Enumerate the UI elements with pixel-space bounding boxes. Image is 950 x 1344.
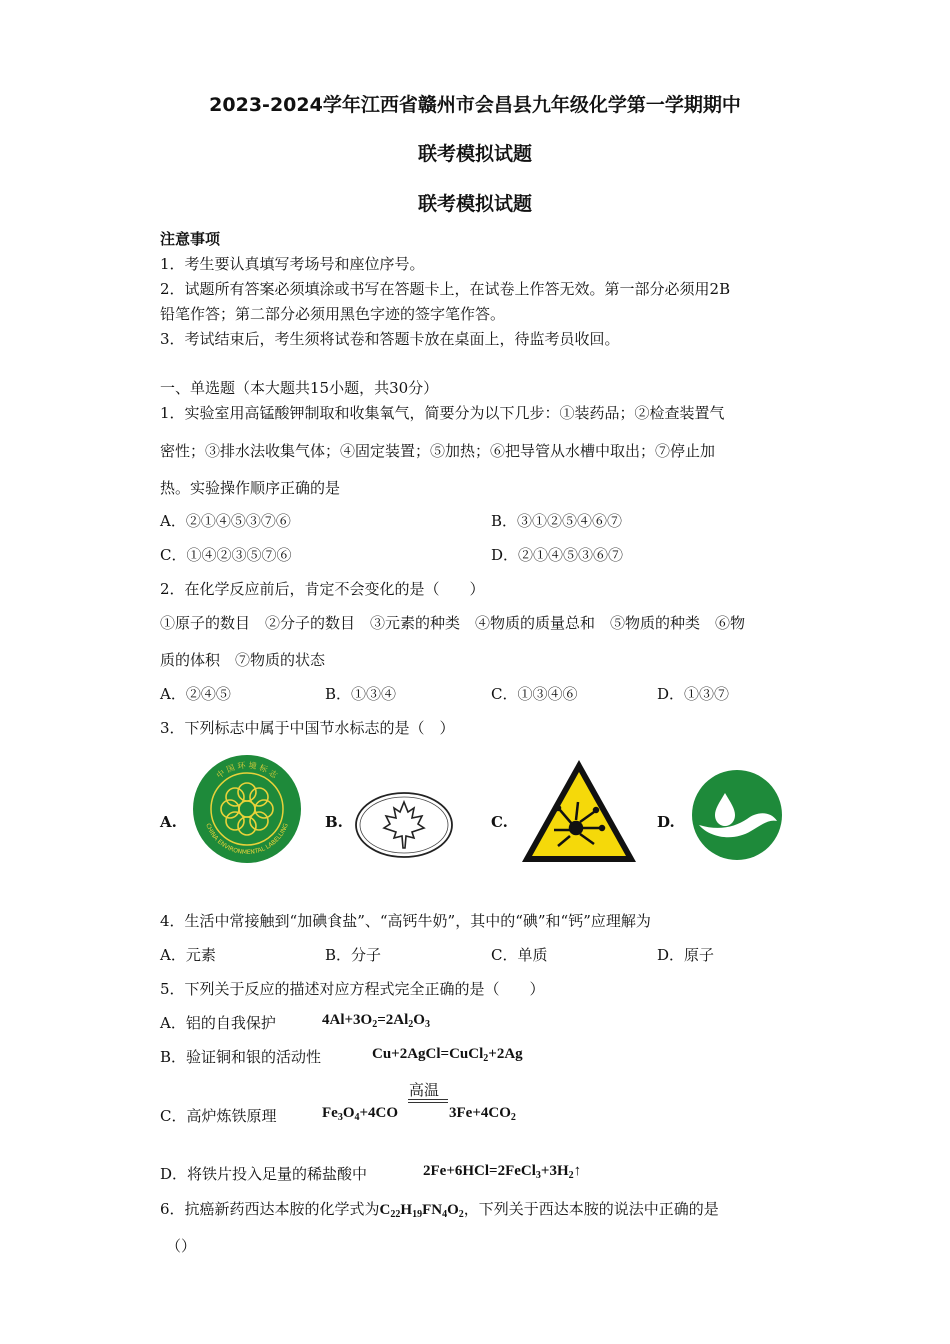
- q4-option-c: C．单质: [491, 946, 548, 964]
- q1-option-a: A．②①④⑤③⑦⑥: [160, 512, 291, 530]
- logo-text-en: CHINA ENVIRONMENTAL LABELLING: [204, 822, 290, 857]
- page-title: 2023-2024学年江西省赣州市会昌县九年级化学第一学期期中: [209, 94, 741, 116]
- q3-option-d: D.: [657, 813, 675, 831]
- q2-option-a: A．②④⑤: [160, 685, 231, 703]
- notice-item: 铅笔作答；第二部分必须用黑色字迹的签字笔作答。: [160, 305, 506, 323]
- q5-option-d-equation: $2Fe+6HCl=2FeCl_3+3H_2↑$: [423, 1163, 582, 1181]
- q2-option-d: D．①③⑦: [657, 685, 730, 703]
- logo-text-cn: 中 国 环 境 标 志: [214, 760, 280, 781]
- q1-option-c: C．①④②③⑤⑦⑥: [160, 546, 292, 564]
- q3-option-a: A.: [160, 813, 177, 831]
- q3-option-c: C.: [491, 813, 508, 831]
- q2-option-c: C．①③④⑥: [491, 685, 578, 703]
- q5-option-c-products: $3Fe+4CO_2$: [449, 1105, 516, 1123]
- explosive-warning-logo: [520, 758, 638, 864]
- page-subtitle-repeat: 联考模拟试题: [417, 193, 532, 215]
- q4-stem: 4．生活中常接触到“加碘食盐”、“高钙牛奶”，其中的“碘”和“钙”应理解为: [160, 912, 651, 930]
- environmental-label-logo: [192, 754, 302, 864]
- q1-stem: 密性；③排水法收集气体；④固定装置；⑤加热；⑥把导管从水槽中取出；⑦停止加: [160, 442, 716, 460]
- q4-option-b: B．分子: [325, 946, 382, 964]
- section-heading: 一、单选题（本大题共15小题，共30分）: [160, 379, 439, 397]
- q4-option-a: A．元素: [160, 946, 216, 964]
- q1-stem: 热。实验操作顺序正确的是: [160, 479, 341, 497]
- q5-option-c-reactants: $Fe_3O_4+4CO$: [322, 1105, 399, 1123]
- q5-stem: 5．下列关于反应的描述对应方程式完全正确的是（ ）: [160, 980, 545, 998]
- q5-condition-line-2: [408, 1102, 448, 1103]
- q5-option-b-equation: Cu+2AgCl=CuCl$_2$+2Ag: [372, 1046, 523, 1064]
- q1-option-d: D．②①④⑤③⑥⑦: [491, 546, 624, 564]
- q2-option-b: B．①③④: [325, 685, 397, 703]
- q5-option-c-condition: 高温: [409, 1083, 440, 1099]
- q5-option-b-label: B．验证铜和银的活动性: [160, 1048, 322, 1066]
- q2-stem: ①原子的数目 ②分子的数目 ③元素的种类 ④物质的质量总和 ⑤物质的种类 ⑥物: [160, 614, 746, 632]
- q3-option-b: B.: [325, 813, 343, 831]
- q1-option-b: B．③①②⑤④⑥⑦: [491, 512, 623, 530]
- notice-heading: 注意事项: [160, 230, 221, 248]
- notice-item: 2．试题所有答案必须填涂或书写在答题卡上，在试卷上作答无效。第一部分必须用2B: [160, 280, 731, 298]
- q2-stem: 2．在化学反应前后，肯定不会变化的是（ ）: [160, 580, 485, 598]
- q6-stem: 6．抗癌新药西达本胺的化学式为$C_{22}H_{19}FN_4O_2$，下列关于西达本胺的说法中正确的是: [160, 1200, 719, 1220]
- q6-answer-blank: （）: [166, 1237, 197, 1255]
- q5-option-c-label: C．高炉炼铁原理: [160, 1107, 277, 1125]
- q4-option-d: D．原子: [657, 946, 715, 964]
- page-subtitle: 联考模拟试题: [417, 143, 532, 165]
- maple-leaf-logo: [354, 790, 454, 860]
- q3-stem: 3．下列标志中属于中国节水标志的是（ ）: [160, 719, 455, 737]
- q5-option-a-label: A．铝的自我保护: [160, 1014, 276, 1032]
- q2-stem: 质的体积 ⑦物质的状态: [160, 651, 326, 669]
- notice-item: 1．考生要认真填写考场号和座位序号。: [160, 255, 425, 273]
- water-saving-logo: [691, 769, 783, 861]
- q5-option-a-equation: $4Al+3O_2=2Al_2O_3$: [322, 1012, 430, 1030]
- notice-item: 3．考试结束后，考生须将试卷和答题卡放在桌面上，待监考员收回。: [160, 330, 620, 348]
- q1-stem: 1．实验室用高锰酸钾制取和收集氧气，简要分为以下几步：①装药品；②检查装置气: [160, 404, 725, 422]
- q5-condition-line-1: [408, 1099, 448, 1100]
- q5-option-d-label: D．将铁片投入足量的稀盐酸中: [160, 1165, 368, 1183]
